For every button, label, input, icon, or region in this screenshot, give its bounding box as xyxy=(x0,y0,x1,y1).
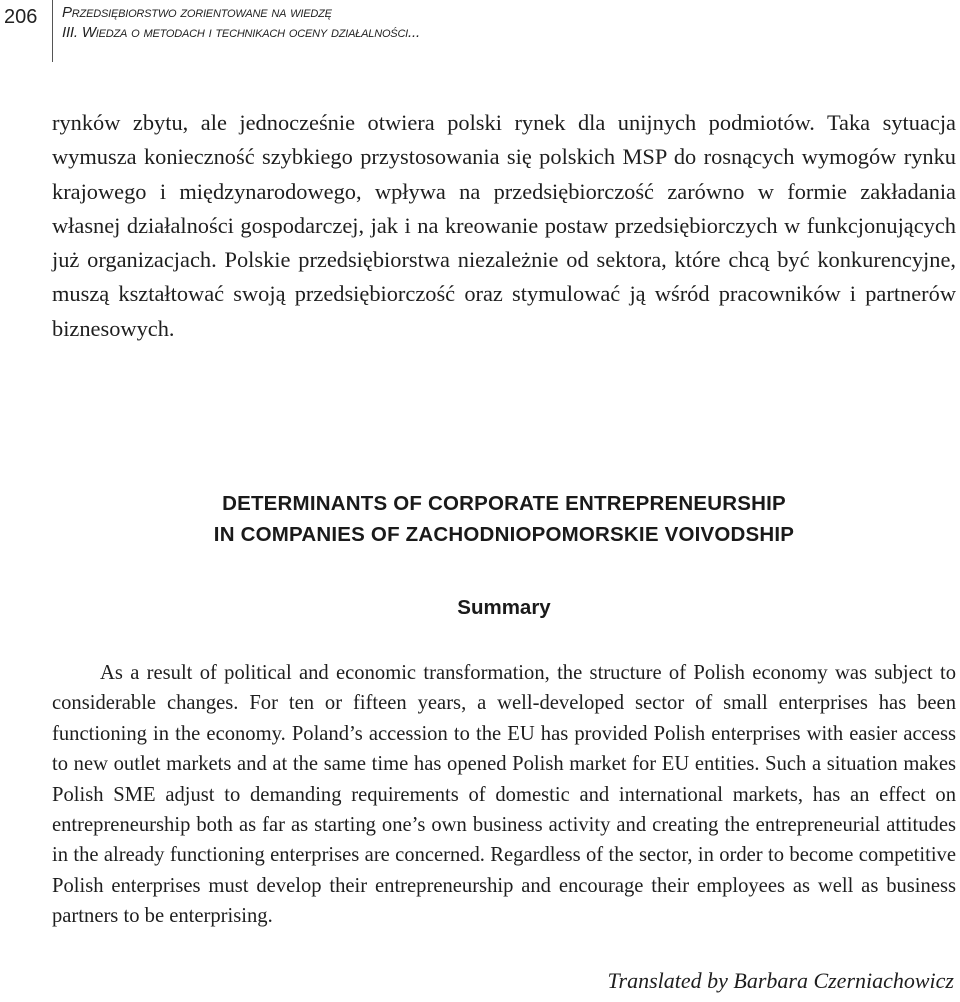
summary-paragraph: As a result of political and economic transformation, the structure of Polish economy was subject to considerable changes. For ten or fifteen years, a well-developed sector of small enterprises has been functioning in the economy. Poland’s accession to the EU has provided Polish enterprises with easier access to new outlet markets and at the same time has opened Polish market for EU entities. Such a situation makes Polish SME adjust to demanding requirements of domestic and international markets, has an effect on entrepreneurship both as far as starting one’s own business activity and creating the entrepreneurial attitudes in the already functioning enterprises are concerned. Regardless of the sector, in order to become competitive Polish enterprises must develop their entrepreneurship and encourage their employees as well as business partners to be enterprising. xyxy=(52,662,956,928)
page-number: 206 xyxy=(4,6,38,28)
summary-heading: Summary xyxy=(457,596,551,619)
running-head xyxy=(62,3,420,43)
body-paragraph: rynków zbytu, ale jednocześnie otwiera polski rynek dla unijnych podmiotów. Taka sytuacja wymusza konieczność szybkiego przystosowania się polskich MSP do rosnących wymogów rynku krajowego i międzynarodowego, wpływa na przedsiębiorczość zarówno w formie zakładania własnej działalności gospodarczej, jak i na kreowanie postaw przedsiębiorczych w funkcjonujących już organizacjach. Polskie przedsiębiorstwa niezależnie od sektora, które chcą być konkurencyjne, muszą kształtować swoją przedsiębiorczość oraz stymulować ją wśród pracowników i partnerów biznesowych. xyxy=(52,110,956,341)
running-head-line2: III. Wiedza o metodach i technikach oceny działalności... xyxy=(62,24,420,41)
page-header xyxy=(0,0,960,60)
article-title-line2: IN COMPANIES OF ZACHODNIOPOMORSKIE VOIVODSHIP xyxy=(213,523,795,546)
article-title xyxy=(52,488,956,550)
running-head-line1: Przedsiębiorstwo zorientowane na wiedzę xyxy=(62,4,332,21)
header-divider xyxy=(52,0,53,62)
article-title-line1: DETERMINANTS OF CORPORATE ENTREPRENEURSHIP xyxy=(222,492,786,515)
translator-credit: Translated by Barbara Czerniachowicz xyxy=(607,968,954,993)
